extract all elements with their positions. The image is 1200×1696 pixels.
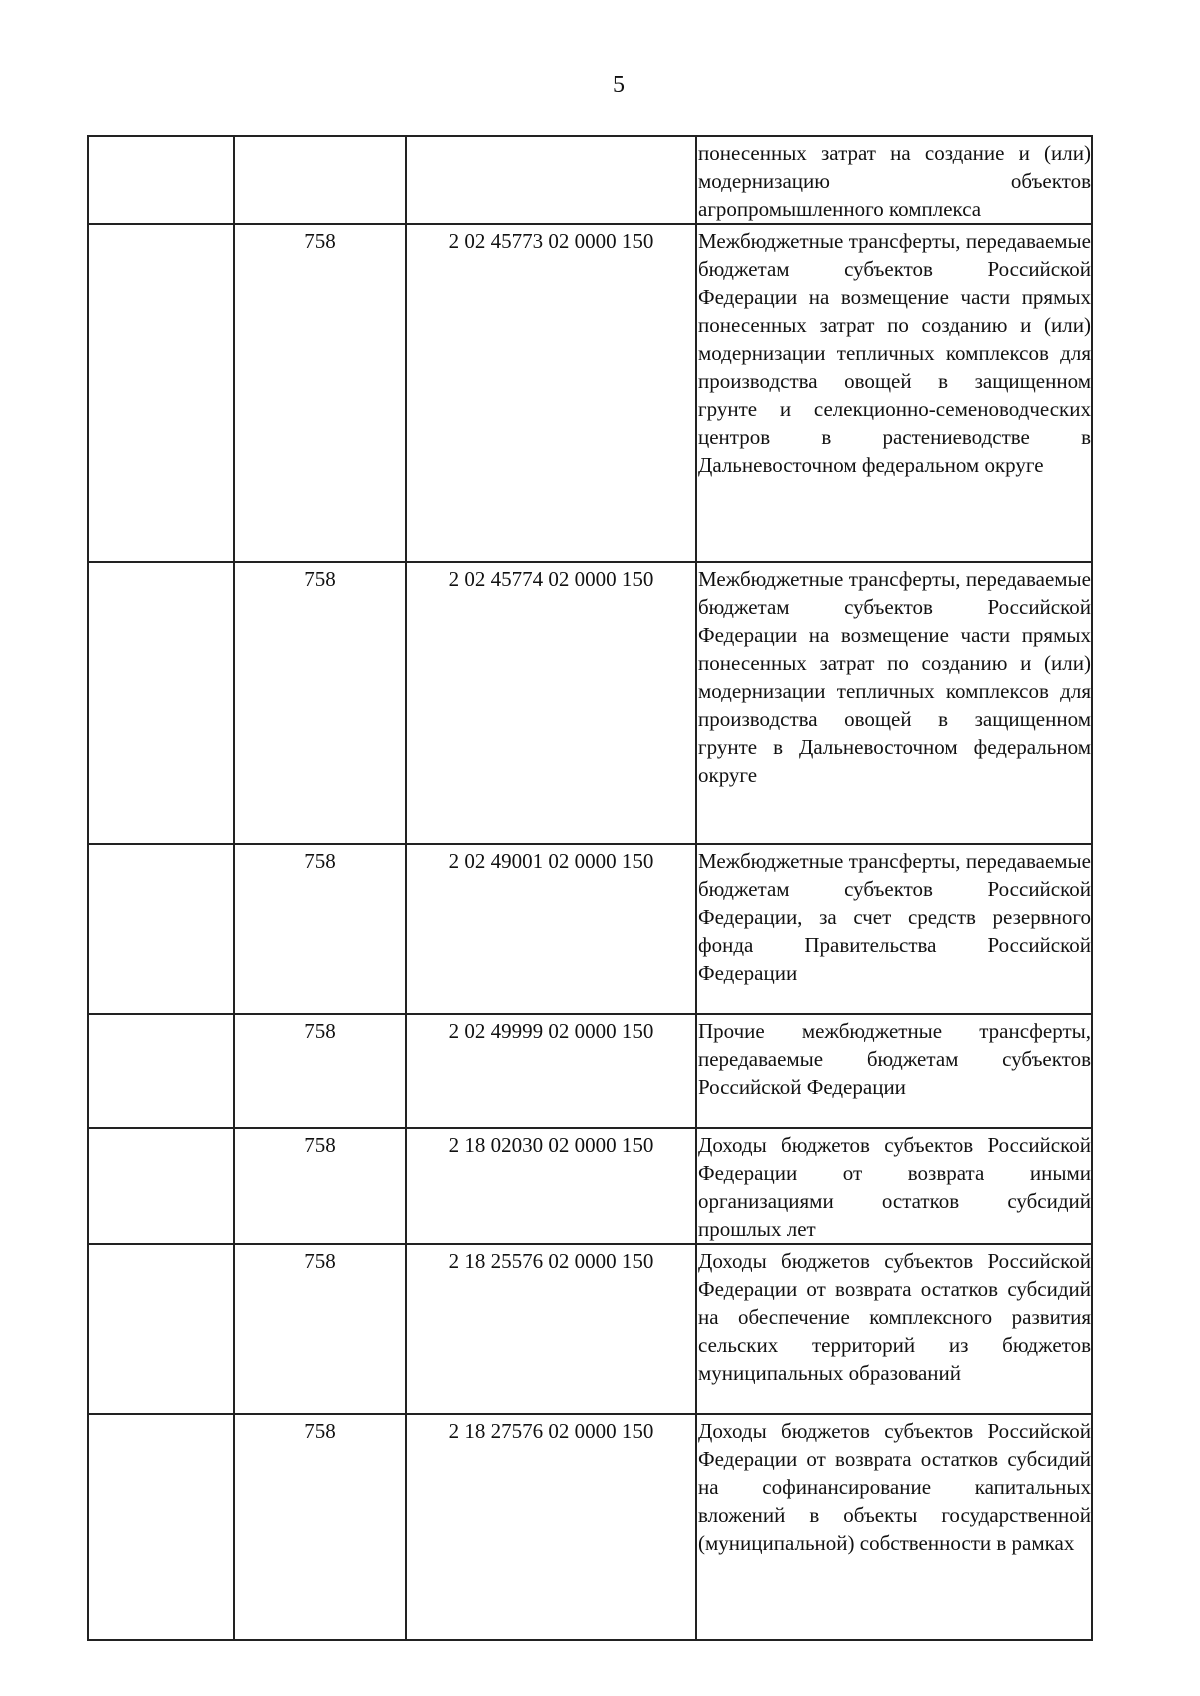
admin-code: 758	[304, 1133, 336, 1157]
admin-code: 758	[304, 1249, 336, 1273]
description-text: Доходы бюджетов субъектов Российской Федерации от возврата иными организациями остатков субсидий прошлых лет	[698, 1133, 1091, 1241]
budget-code: 2 02 45773 02 0000 150	[448, 229, 654, 253]
table-cell-code	[406, 562, 696, 844]
table-row	[88, 224, 1092, 562]
budget-code	[407, 137, 695, 139]
table-cell-code	[406, 1244, 696, 1414]
table-cell-description	[696, 136, 1092, 224]
description-text: Межбюджетные трансферты, передаваемые бюджетам субъектов Российской Федерации на возмещение части прямых понесенных затрат по созданию и (или) модернизации тепличных комплексов для производства овощей в защищенном грунте и селекционно-семеноводческих центров в растениеводстве в Дальневосточном федеральном округе	[698, 229, 1091, 477]
table-cell-code	[406, 136, 696, 224]
table-cell-description	[696, 1414, 1092, 1640]
admin-code: 758	[304, 1019, 336, 1043]
table-cell-blank	[88, 1014, 234, 1128]
table-cell-blank	[88, 562, 234, 844]
admin-code: 758	[304, 1419, 336, 1443]
admin-code	[235, 137, 405, 139]
table-cell-code	[406, 1014, 696, 1128]
table-row	[88, 136, 1092, 224]
table-cell-blank	[88, 1244, 234, 1414]
table-cell-code	[406, 1414, 696, 1640]
admin-code: 758	[304, 567, 336, 591]
table-cell-code	[406, 844, 696, 1014]
table-cell-admin	[234, 1128, 406, 1244]
table-row	[88, 1128, 1092, 1244]
budget-code: 2 18 25576 02 0000 150	[448, 1249, 654, 1273]
table-cell-admin	[234, 562, 406, 844]
table-cell-code	[406, 1128, 696, 1244]
description-text: понесенных затрат на создание и (или) модернизацию объектов агропромышленного комплекса	[698, 141, 1091, 221]
description-text: Межбюджетные трансферты, передаваемые бюджетам субъектов Российской Федерации, за счет средств резервного фонда Правительства Российской Федерации	[698, 849, 1091, 985]
table-row	[88, 562, 1092, 844]
table-cell-code	[406, 224, 696, 562]
table-cell-description	[696, 1014, 1092, 1128]
table-cell-blank	[88, 844, 234, 1014]
table-cell-description	[696, 844, 1092, 1014]
table-cell-description	[696, 224, 1092, 562]
table-cell-description	[696, 562, 1092, 844]
table-cell-blank	[88, 136, 234, 224]
table-row	[88, 1244, 1092, 1414]
admin-code: 758	[304, 229, 336, 253]
budget-code: 2 18 27576 02 0000 150	[448, 1419, 654, 1443]
table-cell-blank	[88, 1414, 234, 1640]
table-cell-description	[696, 1128, 1092, 1244]
budget-codes-table	[87, 135, 1093, 1641]
table-cell-blank	[88, 1128, 234, 1244]
table-cell-admin	[234, 136, 406, 224]
budget-code: 2 02 49001 02 0000 150	[448, 849, 654, 873]
budget-code: 2 18 02030 02 0000 150	[448, 1133, 654, 1157]
budget-code: 2 02 49999 02 0000 150	[448, 1019, 654, 1043]
description-text: Межбюджетные трансферты, передаваемые бюджетам субъектов Российской Федерации на возмещение части прямых понесенных затрат по созданию и (или) модернизации тепличных комплексов для производства овощей в защищенном грунте в Дальневосточном федеральном округе	[698, 567, 1091, 787]
description-text: Доходы бюджетов субъектов Российской Федерации от возврата остатков субсидий на софинансирование капитальных вложений в объекты государственной (муниципальной) собственности в рамках	[698, 1419, 1091, 1555]
description-text: Прочие межбюджетные трансферты, передаваемые бюджетам субъектов Российской Федерации	[698, 1019, 1091, 1099]
table-row	[88, 1014, 1092, 1128]
page-number: 5	[613, 72, 625, 98]
table-cell-admin	[234, 844, 406, 1014]
table-cell-admin	[234, 1014, 406, 1128]
table-cell-description	[696, 1244, 1092, 1414]
admin-code: 758	[304, 849, 336, 873]
table-cell-admin	[234, 1414, 406, 1640]
table-cell-admin	[234, 224, 406, 562]
table-cell-blank	[88, 224, 234, 562]
table-cell-admin	[234, 1244, 406, 1414]
description-text: Доходы бюджетов субъектов Российской Федерации от возврата остатков субсидий на обеспечение комплексного развития сельских территорий из бюджетов муниципальных образований	[698, 1249, 1091, 1385]
table-row	[88, 1414, 1092, 1640]
table-row	[88, 844, 1092, 1014]
budget-code: 2 02 45774 02 0000 150	[448, 567, 654, 591]
